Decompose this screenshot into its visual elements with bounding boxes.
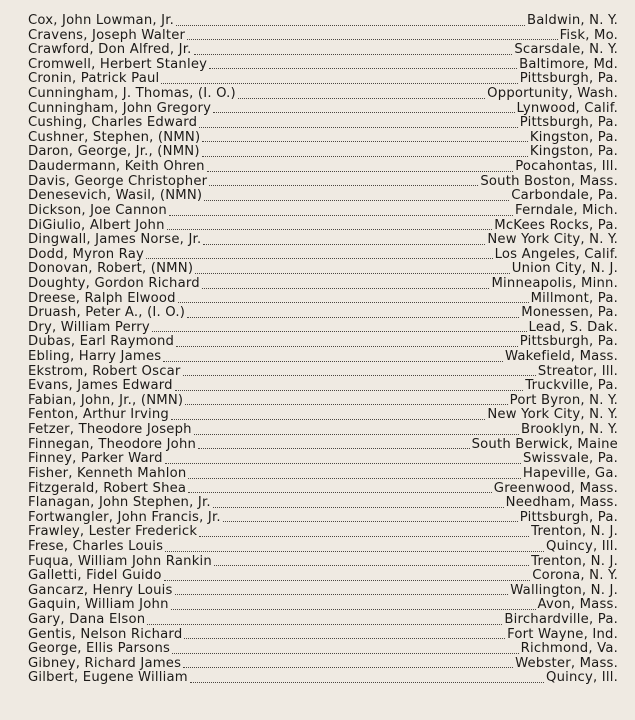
dot-leader — [198, 447, 470, 449]
person-name: Gilbert, Eugene William — [28, 670, 188, 686]
list-item — [28, 525, 618, 540]
list-item — [28, 14, 618, 29]
list-item — [28, 204, 618, 219]
list-item — [28, 87, 618, 102]
list-item — [28, 569, 618, 584]
person-name: Dickson, Joe Cannon — [28, 202, 167, 218]
hometown: Quincy, Ill. — [545, 670, 618, 686]
person-name: Frawley, Lester Frederick — [28, 524, 198, 540]
dot-leader — [199, 535, 529, 537]
hometown: Brooklyn, N. Y. — [521, 422, 618, 438]
hometown: Kingston, Pa. — [529, 144, 618, 160]
hometown: Greenwood, Mass. — [493, 480, 618, 496]
list-item — [28, 496, 618, 511]
person-name: Fisher, Kenneth Mahlon — [28, 465, 187, 481]
person-name: Galletti, Fidel Guido — [28, 568, 162, 584]
hometown: Baltimore, Md. — [519, 56, 618, 72]
hometown: Port Byron, N. Y. — [509, 392, 618, 408]
dot-leader — [175, 389, 524, 391]
dot-leader — [209, 184, 478, 186]
dot-leader — [203, 243, 485, 245]
person-name: Finney, Parker Ward — [28, 451, 163, 467]
dot-leader — [185, 403, 507, 405]
person-name: Cunningham, J. Thomas, (I. O.) — [28, 86, 236, 102]
dot-leader — [187, 38, 557, 40]
dot-leader — [188, 491, 492, 493]
hometown: Avon, Mass. — [537, 597, 618, 613]
hometown: Baldwin, N. Y. — [527, 13, 618, 28]
person-name: DiGiulio, Albert John — [28, 217, 165, 233]
hometown: Birchardville, Pa. — [504, 611, 618, 627]
person-name: Cromwell, Herbert Stanley — [28, 56, 208, 72]
list-item — [28, 233, 618, 248]
hometown: Swissvale, Pa. — [522, 451, 618, 467]
hometown: Fort Wayne, Ind. — [507, 626, 618, 642]
list-item — [28, 452, 618, 467]
person-name: Davis, George Christopher — [28, 173, 208, 189]
hometown: Trenton, N. J. — [531, 553, 618, 569]
dot-leader — [184, 637, 505, 639]
person-name: Flanagan, John Stephen, Jr. — [28, 495, 211, 511]
list-item — [28, 408, 618, 423]
list-item — [28, 482, 618, 497]
list-item — [28, 321, 618, 336]
hometown: Needham, Mass. — [505, 495, 618, 511]
hometown: Lynwood, Calif. — [516, 100, 618, 116]
dot-leader — [188, 477, 521, 479]
dot-leader — [183, 374, 536, 376]
person-name: Cronin, Patrick Paul — [28, 71, 160, 87]
person-name: Doughty, Gordon Richard — [28, 275, 200, 291]
hometown: South Boston, Mass. — [480, 173, 618, 189]
hometown: Webster, Mass. — [515, 655, 618, 671]
person-name: Evans, James Edward — [28, 378, 173, 394]
hometown: Lead, S. Dak. — [528, 319, 618, 335]
list-item — [28, 277, 618, 292]
dot-leader — [183, 666, 513, 668]
list-item — [28, 58, 618, 73]
list-item — [28, 248, 618, 263]
hometown: Quincy, Ill. — [545, 538, 618, 554]
list-item — [28, 292, 618, 307]
list-item — [28, 540, 618, 555]
dot-leader — [194, 433, 519, 435]
person-name: Fortwangler, John Francis, Jr. — [28, 509, 221, 525]
list-item — [28, 335, 618, 350]
list-item — [28, 467, 618, 482]
hometown: Carbondale, Pa. — [511, 188, 618, 204]
dot-leader — [171, 608, 536, 610]
dot-leader — [175, 593, 509, 595]
hometown: Richmond, Va. — [520, 641, 618, 657]
dot-leader — [187, 316, 519, 318]
dot-leader — [164, 579, 531, 581]
list-item — [28, 131, 618, 146]
hometown: Pittsburgh, Pa. — [519, 334, 618, 350]
dot-leader — [165, 550, 544, 552]
hometown: Fisk, Mo. — [559, 27, 618, 43]
dot-leader — [214, 564, 529, 566]
person-name: Daudermann, Keith Ohren — [28, 159, 205, 175]
list-item — [28, 365, 618, 380]
list-item — [28, 642, 618, 657]
hometown: Wakefield, Mass. — [505, 349, 618, 365]
dot-leader — [213, 506, 504, 508]
hometown: Hapeville, Ga. — [522, 465, 618, 481]
hometown: New York City, N. Y. — [487, 407, 618, 423]
person-name: Cushing, Charles Edward — [28, 115, 198, 131]
hometown: New York City, N. Y. — [487, 232, 618, 248]
list-item — [28, 29, 618, 44]
person-name: Gaquin, William John — [28, 597, 169, 613]
list-item — [28, 671, 618, 686]
hometown: Los Angeles, Calif. — [494, 246, 618, 262]
list-item — [28, 628, 618, 643]
hometown: Kingston, Pa. — [529, 129, 618, 145]
hometown: Ferndale, Mich. — [515, 202, 618, 218]
dot-leader — [163, 360, 503, 362]
person-name: Cox, John Lowman, Jr. — [28, 13, 175, 28]
person-name: Frese, Charles Louis — [28, 538, 164, 554]
person-name: George, Ellis Parsons — [28, 641, 171, 657]
dot-leader — [238, 97, 485, 99]
dot-leader — [213, 111, 514, 113]
person-name: Denesevich, Wasil, (NMN) — [28, 188, 203, 204]
list-item — [28, 160, 618, 175]
person-name: Fenton, Arthur Irving — [28, 407, 169, 423]
person-name: Dubas, Earl Raymond — [28, 334, 175, 350]
dot-leader — [169, 214, 513, 216]
person-name: Gancarz, Henry Louis — [28, 582, 173, 598]
hometown: Pittsburgh, Pa. — [519, 115, 618, 131]
list-item — [28, 394, 618, 409]
dot-leader — [204, 199, 509, 201]
hometown: Pittsburgh, Pa. — [519, 509, 618, 525]
dot-leader — [147, 623, 502, 625]
dot-leader — [161, 82, 517, 84]
person-name: Fuqua, William John Rankin — [28, 553, 212, 569]
person-name: Cunningham, John Gregory — [28, 100, 212, 116]
person-name: Gary, Dana Elson — [28, 611, 146, 627]
list-item — [28, 350, 618, 365]
list-item — [28, 102, 618, 117]
list-item — [28, 175, 618, 190]
person-name: Dodd, Myron Ray — [28, 246, 145, 262]
dot-leader — [167, 228, 493, 230]
dot-leader — [165, 462, 521, 464]
list-item — [28, 555, 618, 570]
dot-leader — [171, 418, 485, 420]
dot-leader — [202, 155, 528, 157]
list-item — [28, 189, 618, 204]
list-item — [28, 657, 618, 672]
list-item — [28, 262, 618, 277]
person-name: Dry, William Perry — [28, 319, 150, 335]
list-item — [28, 219, 618, 234]
hometown: Pocahontas, Ill. — [515, 159, 618, 175]
dot-leader — [199, 126, 518, 128]
dot-leader — [176, 24, 525, 26]
person-name: Ekstrom, Robert Oscar — [28, 363, 181, 379]
person-name: Gibney, Richard James — [28, 655, 182, 671]
list-item — [28, 306, 618, 321]
dot-leader — [223, 520, 518, 522]
list-item — [28, 423, 618, 438]
person-name: Donovan, Robert, (NMN) — [28, 261, 194, 277]
dot-leader — [209, 67, 517, 69]
list-item — [28, 511, 618, 526]
hometown: Opportunity, Wash. — [487, 86, 618, 102]
hometown: McKees Rocks, Pa. — [494, 217, 618, 233]
person-name: Fetzer, Theodore Joseph — [28, 422, 192, 438]
dot-leader — [152, 330, 527, 332]
dot-leader — [194, 53, 513, 55]
hometown: South Berwick, Maine — [471, 436, 618, 452]
dot-leader — [207, 170, 513, 172]
dot-leader — [176, 345, 518, 347]
name-list — [28, 14, 618, 686]
list-item — [28, 43, 618, 58]
person-name: Ebling, Harry James — [28, 349, 162, 365]
hometown: Minneapolis, Minn. — [491, 275, 618, 291]
hometown: Pittsburgh, Pa. — [519, 71, 618, 87]
hometown: Scarsdale, N. Y. — [514, 42, 618, 58]
hometown: Trenton, N. J. — [531, 524, 618, 540]
hometown: Corona, N. Y. — [532, 568, 618, 584]
person-name: Dreese, Ralph Elwood — [28, 290, 176, 306]
person-name: Gentis, Nelson Richard — [28, 626, 183, 642]
person-name: Cushner, Stephen, (NMN) — [28, 129, 201, 145]
person-name: Druash, Peter A., (I. O.) — [28, 305, 186, 321]
list-item — [28, 116, 618, 131]
hometown: Streator, Ill. — [537, 363, 618, 379]
dot-leader — [202, 140, 528, 142]
list-item — [28, 72, 618, 87]
person-name: Fitzgerald, Robert Shea — [28, 480, 187, 496]
list-item — [28, 145, 618, 160]
list-item — [28, 613, 618, 628]
list-item — [28, 598, 618, 613]
person-name: Crawford, Don Alfred, Jr. — [28, 42, 192, 58]
person-name: Finnegan, Theodore John — [28, 436, 197, 452]
person-name: Daron, George, Jr., (NMN) — [28, 144, 200, 160]
dot-leader — [195, 272, 510, 274]
hometown: Union City, N. J. — [511, 261, 618, 277]
person-name: Cravens, Joseph Walter — [28, 27, 186, 43]
dot-leader — [190, 681, 544, 683]
list-item — [28, 584, 618, 599]
list-item — [28, 379, 618, 394]
list-item — [28, 438, 618, 453]
hometown: Monessen, Pa. — [521, 305, 618, 321]
person-name: Fabian, John, Jr., (NMN) — [28, 392, 184, 408]
hometown: Wallington, N. J. — [510, 582, 618, 598]
dot-leader — [146, 257, 493, 259]
dot-leader — [172, 652, 519, 654]
dot-leader — [178, 301, 529, 303]
dot-leader — [202, 287, 490, 289]
person-name: Dingwall, James Norse, Jr. — [28, 232, 202, 248]
hometown: Truckville, Pa. — [525, 378, 618, 394]
hometown: Millmont, Pa. — [530, 290, 618, 306]
